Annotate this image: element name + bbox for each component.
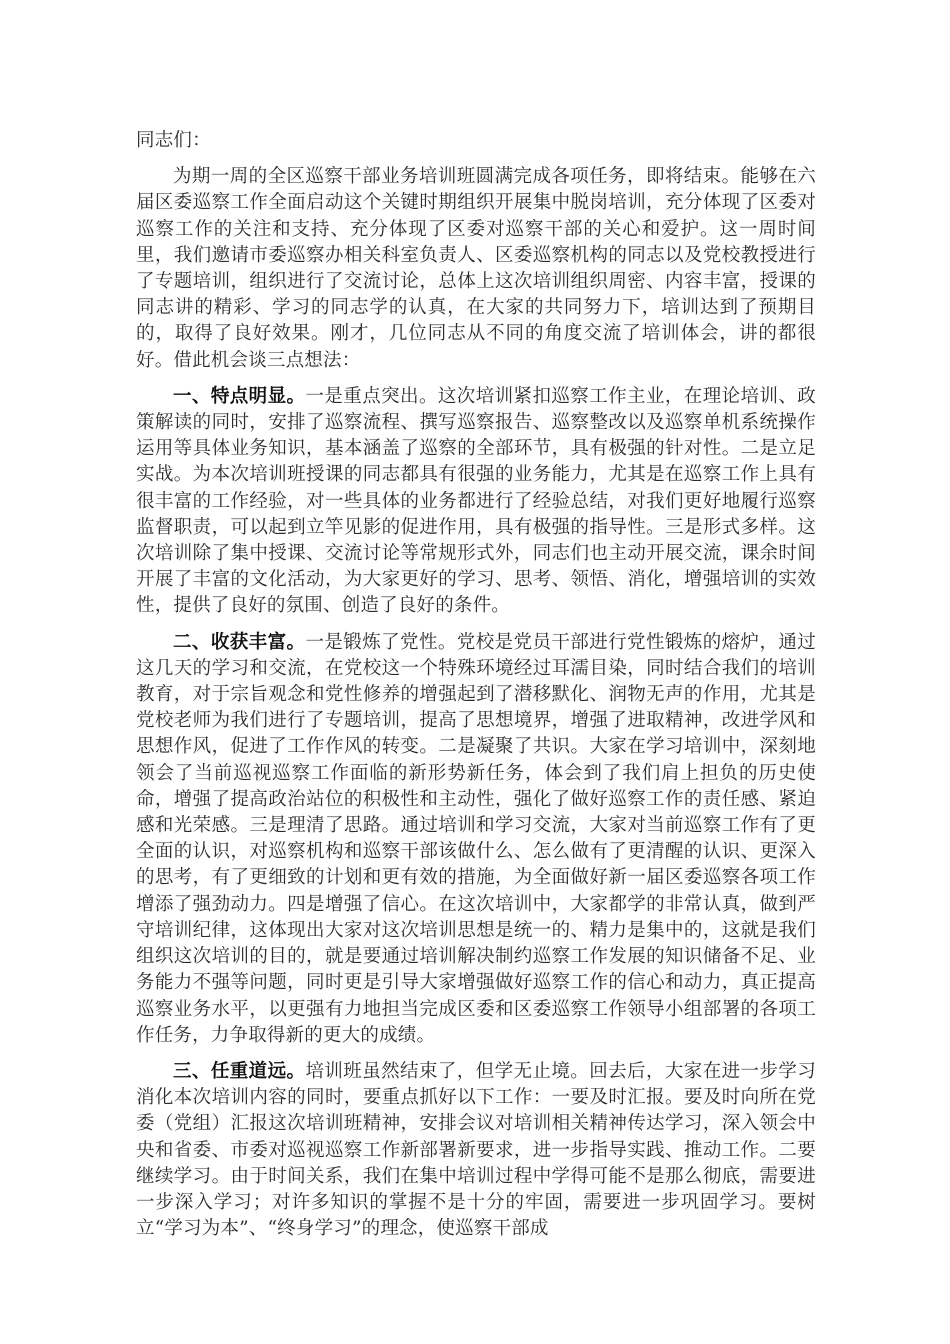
- paragraph-section-1: [136, 384, 816, 620]
- document-page: [136, 128, 816, 1252]
- paragraph-text: 一是锻炼了党性。党校是党员干部进行党性锻炼的熔炉，通过这几天的学习和交流，在党校这一个特殊环境经过耳濡目染，同时结合我们的培训教育，对于宗旨观念和党性修养的增强起到了潜移默化、润物无声的作用，尤其是党校老师为我们进行了专题培训，提高了思想境界，增强了进取精神，改进学风和思想作风，促进了工作作风的转变。二是凝聚了共识。大家在学习培训中，深刻地领会了当前巡视巡察工作面临的新形势新任务，体会到了我们肩上担负的历史使命，增强了提高政治站位的积极性和主动性，强化了做好巡察工作的责任感、紧迫感和光荣感。三是理清了思路。通过培训和学习交流，大家对当前巡察工作有了更全面的认识，对巡察机构和巡察干部该做什么、怎么做有了更清醒的认识、更深入的思考，有了更细致的计划和更有效的措施，为全面做好新一届区委巡察各项工作增添了强劲动力。四是增强了信心。在这次培训中，大家都学的非常认真，做到严守培训纪律，这体现出大家对这次培训思想是统一的、精力是集中的，这就是我们组织这次培训的目的，就是要通过培训解决制约巡察工作发展的知识储备不足、业务能力不强等问题，同时更是引导大家增强做好巡察工作的信心和动力，真正提高巡察业务水平，以更强有力地担当完成区委和区委巡察工作领导小组部署的各项工作任务，力争取得新的更大的成绩。: [136, 631, 817, 1046]
- paragraph-text: 培训班虽然结束了，但学无止境。回去后，大家在进一步学习消化本次培训内容的同时，要重点抓好以下工作：一要及时汇报。要及时向所在党委（党组）汇报这次培训班精神，安排会议对培训相关精神传达学习，深入领会中央和省委、市委对巡视巡察工作新部署新要求，进一步指导实践、推动工作。二要继续学习。由于时间关系，我们在集中培训过程中学得可能不是那么彻底，需要进一步深入学习；对许多知识的掌握不是十分的牢固，需要进一步巩固学习。要树立“学习为本”、“终身学习”的理念，使巡察干部成: [136, 1060, 817, 1240]
- paragraph-text: 一是重点突出。这次培训紧扣巡察工作主业，在理论培训、政策解读的同时，安排了巡察流程、撰写巡察报告、巡察整改以及巡察单机系统操作运用等具体业务知识，基本涵盖了巡察的全部环节，具有极强的针对性。二是立足实战。为本次培训班授课的同志都具有很强的业务能力，尤其是在巡察工作上具有很丰富的工作经验，对一些具体的业务都进行了经验总结，对我们更好地履行巡察监督职责，可以起到立竿见影的促进作用，具有极强的指导性。三是形式多样。这次培训除了集中授课、交流讨论等常规形式外，同志们也主动开展交流，课余时间开展了丰富的文化活动，为大家更好的学习、思考、领悟、消化，增强培训的实效性，提供了良好的氛围、创造了良好的条件。: [136, 385, 817, 617]
- salutation: 同志们：: [136, 130, 211, 151]
- section-heading-3: 三、任重道远。: [173, 1060, 306, 1082]
- section-heading-1: 一、特点明显。: [173, 385, 306, 407]
- paragraph-section-2: [136, 630, 816, 1049]
- paragraph-intro: [136, 164, 816, 374]
- paragraph-text: 为期一周的全区巡察干部业务培训班圆满完成各项任务，即将结束。能够在六届区委巡察工作全面启动这个关键时期组织开展集中脱岗培训，充分体现了区委对巡察工作的关注和支持、充分体现了区委对巡察干部的关心和爱护。这一周时间里，我们邀请市委巡察办相关科室负责人、区委巡察机构的同志以及党校教授进行了专题培训，组织进行了交流讨论，总体上这次培训组织周密、内容丰富，授课的同志讲的精彩、学习的同志学的认真，在大家的共同努力下，培训达到了预期目的，取得了良好效果。刚才，几位同志从不同的角度交流了培训体会，讲的都很好。借此机会谈三点想法：: [136, 166, 816, 371]
- paragraph-section-3: [136, 1059, 816, 1242]
- section-heading-2: 二、收获丰富。: [173, 631, 306, 653]
